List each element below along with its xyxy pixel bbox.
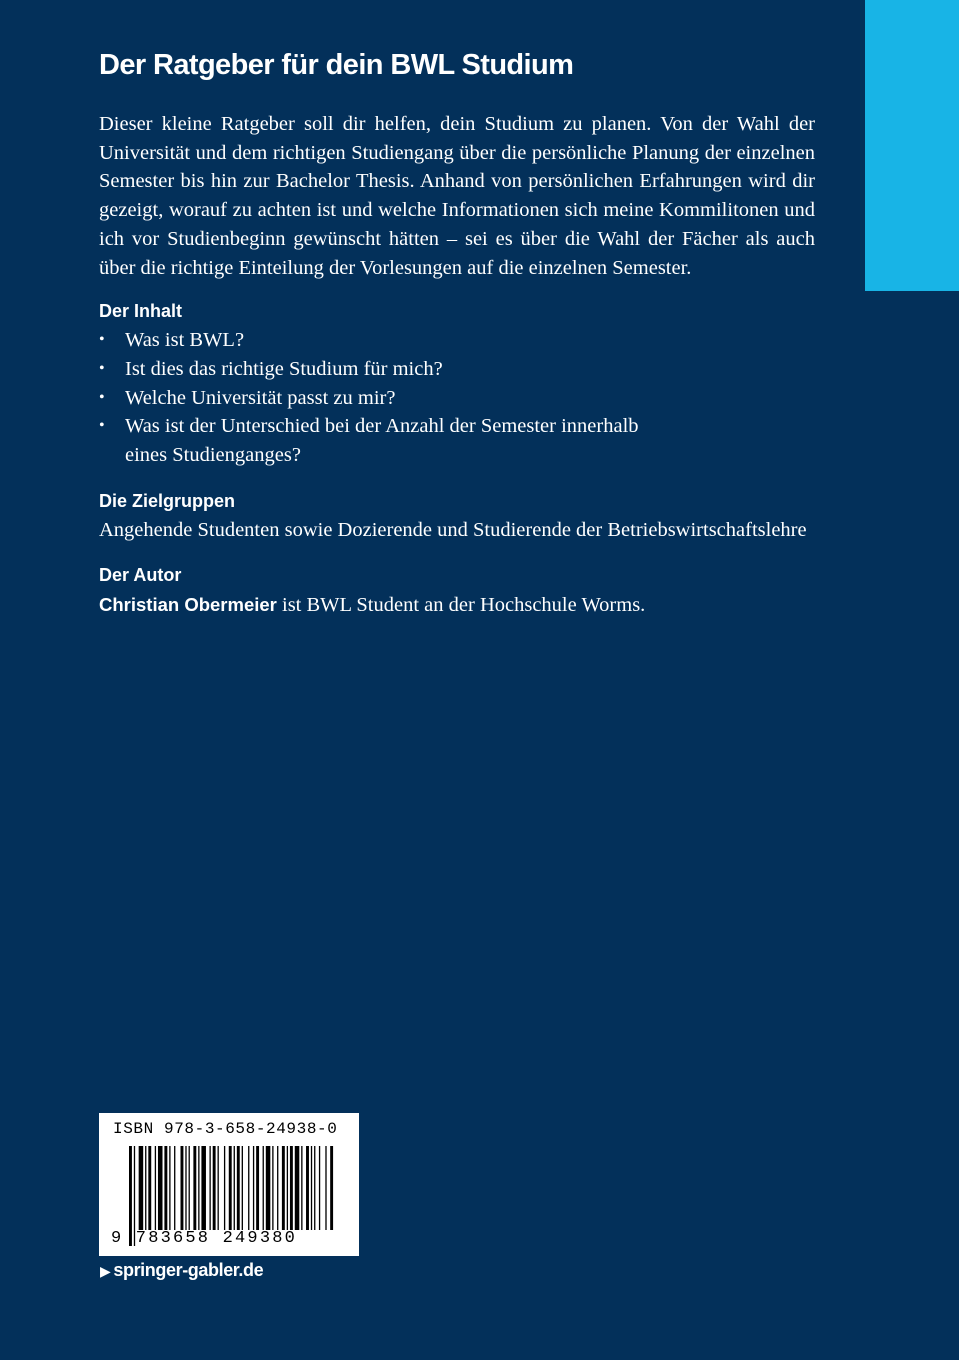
barcode-bar bbox=[256, 1146, 259, 1230]
list-item-text: Ist dies das richtige Studium für mich? bbox=[125, 357, 443, 380]
contents-list bbox=[99, 326, 815, 470]
back-cover-content bbox=[99, 38, 815, 620]
barcode-bar bbox=[218, 1146, 219, 1230]
barcode-bar bbox=[248, 1146, 249, 1230]
contents-heading: Der Inhalt bbox=[99, 301, 183, 322]
barcode-bar bbox=[185, 1146, 186, 1230]
barcode-bar bbox=[282, 1146, 285, 1230]
list-item-text: Was ist BWL? bbox=[125, 329, 245, 352]
barcode-bar bbox=[155, 1146, 156, 1230]
barcode-bar bbox=[224, 1146, 225, 1230]
list-item bbox=[99, 384, 645, 413]
barcode-bar bbox=[158, 1146, 163, 1230]
barcode-bar bbox=[237, 1146, 240, 1230]
barcode-bar bbox=[314, 1146, 315, 1230]
arrow-right-icon: ▶ bbox=[100, 1263, 111, 1279]
publisher-website[interactable] bbox=[100, 1260, 263, 1281]
barcode-bar bbox=[263, 1146, 264, 1230]
bullet-icon: • bbox=[99, 331, 105, 349]
accent-bar bbox=[865, 0, 959, 291]
barcode-bar bbox=[234, 1146, 235, 1230]
barcode-bar bbox=[301, 1146, 302, 1230]
website-url: springer-gabler.de bbox=[113, 1260, 264, 1280]
barcode-bar bbox=[189, 1146, 190, 1230]
barcode-bar bbox=[198, 1146, 199, 1230]
barcode-bar bbox=[242, 1146, 243, 1230]
barcode-bar bbox=[330, 1146, 333, 1230]
target-groups-heading: Die Zielgruppen bbox=[99, 490, 236, 511]
list-item bbox=[99, 326, 645, 355]
intro-paragraph: Dieser kleine Ratgeber soll dir helfen, dein Studium zu planen. Von der Wahl der Universität und dem richtigen Studiengang über die persönliche Planung der einzelnen Semester bis hin zur Bachelor Thesis. Anhand von persönlichen Erfahrungen wird dir gezeigt, worauf zu achten ist und welche Informationen sich meine Kommilitonen und ich vor Studienbeginn gewünscht hätten – sei es über die Wahl der Fächer als auch über die richtige Einteilung der Vorlesungen auf die einzelnen Semester. bbox=[99, 113, 815, 279]
barcode-bar bbox=[139, 1146, 144, 1230]
barcode-bar bbox=[174, 1146, 175, 1230]
barcode-bar bbox=[295, 1146, 300, 1230]
bullet-icon: • bbox=[99, 359, 105, 377]
isbn-barcode bbox=[99, 1113, 359, 1256]
author-name: Christian Obermeier bbox=[99, 594, 277, 616]
author-description: ist BWL Student an der Hochschule Worms. bbox=[276, 594, 646, 617]
author-heading: Der Autor bbox=[99, 565, 182, 586]
list-item-text: Welche Universität passt zu mir? bbox=[125, 386, 396, 409]
barcode-bar bbox=[193, 1146, 196, 1230]
barcode-bar bbox=[277, 1146, 278, 1230]
barcode-bar bbox=[229, 1146, 232, 1230]
barcode-bar bbox=[290, 1146, 293, 1230]
isbn-text: ISBN 978-3-658-24938-0 bbox=[113, 1120, 338, 1138]
list-item bbox=[99, 412, 645, 469]
barcode-bar bbox=[253, 1146, 254, 1230]
barcode-bar bbox=[325, 1146, 326, 1230]
list-item bbox=[99, 355, 645, 384]
barcode-bar bbox=[145, 1146, 146, 1230]
barcode-bar bbox=[311, 1146, 312, 1230]
bullet-icon: • bbox=[99, 417, 105, 435]
barcode-bar bbox=[164, 1146, 167, 1230]
barcode-bar bbox=[201, 1146, 206, 1230]
barcode-digits: 9 783658 249380 bbox=[111, 1229, 298, 1248]
barcode-bar bbox=[181, 1146, 184, 1230]
list-item-text: Was ist der Unterschied bei der Anzahl der Semester innerhalb eines Studienganges? bbox=[125, 415, 639, 467]
target-groups-text: Angehende Studenten sowie Dozierende und Studierende der Betriebswirtschaftslehre bbox=[99, 518, 807, 541]
author-bio bbox=[99, 590, 815, 620]
page-title: Der Ratgeber für dein BWL Studium bbox=[99, 49, 574, 81]
bullet-icon: • bbox=[99, 388, 105, 406]
barcode-bar bbox=[148, 1146, 151, 1230]
barcode-bar bbox=[306, 1146, 309, 1230]
barcode-bar bbox=[272, 1146, 273, 1230]
barcode-bar bbox=[213, 1146, 216, 1230]
barcode-bar bbox=[319, 1146, 320, 1230]
barcode-bar bbox=[209, 1146, 210, 1230]
barcode-bar bbox=[266, 1146, 271, 1230]
barcode-bar bbox=[169, 1146, 170, 1230]
barcode-bar bbox=[287, 1146, 288, 1230]
